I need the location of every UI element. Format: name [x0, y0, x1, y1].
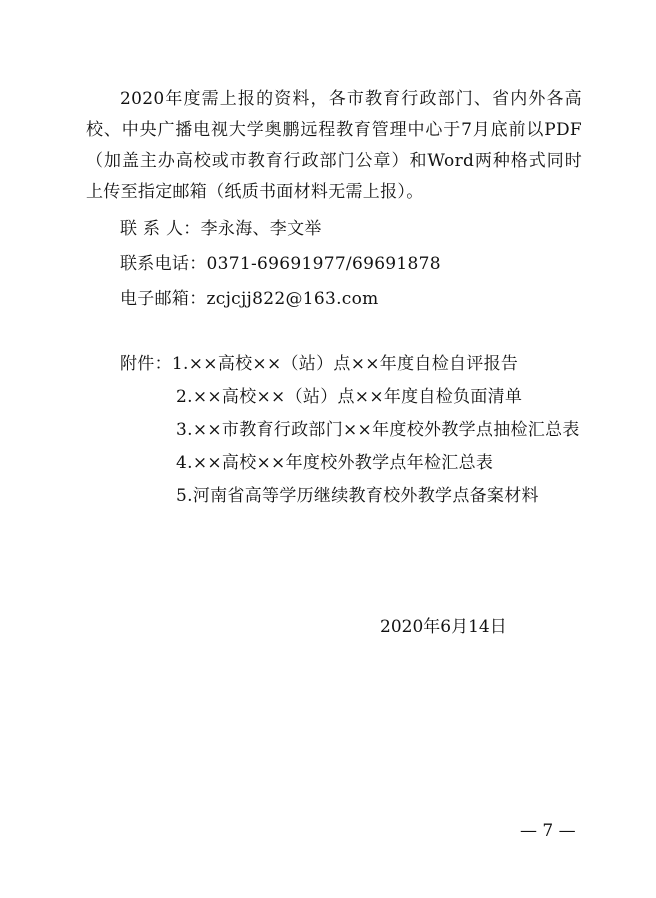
- contact-email-line: [120, 288, 379, 310]
- page-number: — 7 —: [520, 821, 576, 841]
- attachments-label: 附件：: [120, 354, 172, 374]
- contact-email-label: 电子邮箱：: [120, 289, 207, 309]
- attachment-item: 1.××高校××（站）点××年度自检自评报告: [171, 354, 519, 374]
- document-date: 2020年6月14日: [380, 617, 507, 637]
- attachment-item: 4.××高校××年度校外教学点年检汇总表: [176, 453, 494, 473]
- contact-person-label: 联 系 人：: [120, 219, 201, 239]
- body-paragraph: 2020年度需上报的资料，各市教育行政部门、省内外各高校、中央广播电视大学奥鹏远程教育管理中心于7月底前以PDF（加盖主办高校或市教育行政部门公章）和Word两种格式同时上传至指定邮箱（纸质书面材料无需上报）。: [86, 89, 582, 202]
- contact-person-value: 李永海、李文举: [200, 219, 322, 239]
- attachment-item: 2.××高校××（站）点××年度自检负面清单: [176, 387, 523, 407]
- contact-phone-label: 联系电话：: [120, 254, 207, 274]
- attachment-item: 5.河南省高等学历继续教育校外教学点备案材料: [176, 486, 539, 506]
- contact-email-value: zcjcjj822@163.com: [206, 289, 379, 309]
- contact-person-line: [120, 218, 322, 240]
- attachment-item-1-line: [120, 353, 518, 375]
- attachment-item: 3.××市教育行政部门××年度校外教学点抽检汇总表: [176, 420, 580, 440]
- contact-phone-value: 0371-69691977/69691878: [206, 254, 441, 274]
- contact-phone-line: [120, 253, 441, 275]
